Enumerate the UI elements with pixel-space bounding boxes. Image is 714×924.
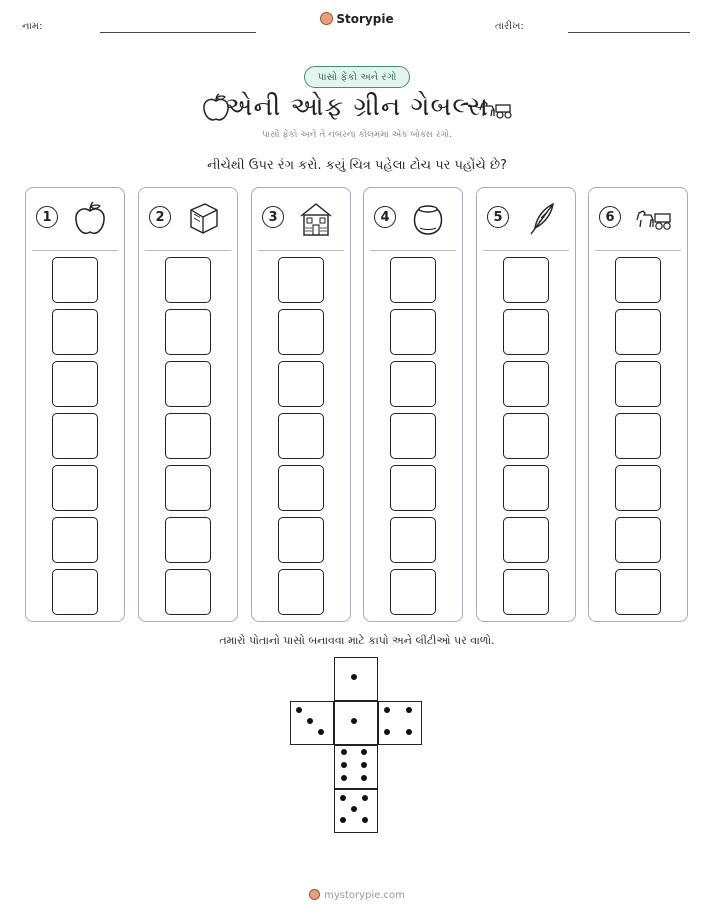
coloring-box[interactable]: [503, 465, 549, 511]
coloring-box[interactable]: [615, 413, 661, 459]
coloring-box[interactable]: [52, 413, 98, 459]
dice-pip: [362, 795, 368, 801]
coloring-box[interactable]: [165, 465, 211, 511]
dice-pip: [340, 795, 346, 801]
coloring-box[interactable]: [52, 257, 98, 303]
coloring-box[interactable]: [165, 517, 211, 563]
coloring-box[interactable]: [165, 257, 211, 303]
dice-column-6: [588, 187, 688, 622]
column-number: 2: [149, 206, 171, 228]
horse-carriage-icon: [478, 96, 514, 120]
dice-face-right: [378, 701, 422, 745]
horse-carriage-icon: [635, 200, 671, 238]
coloring-box[interactable]: [503, 361, 549, 407]
footer-url[interactable]: mystorypie.com: [324, 890, 405, 901]
dice-pip: [341, 749, 347, 755]
dice-column-1: [25, 187, 125, 622]
coloring-box[interactable]: [52, 517, 98, 563]
storypie-logo-icon: [320, 12, 333, 25]
dice-pip: [351, 806, 357, 812]
coloring-box[interactable]: [503, 257, 549, 303]
column-number: 4: [374, 206, 396, 228]
feather-quill-icon: [523, 200, 559, 238]
dice-pip: [406, 707, 412, 713]
coloring-box[interactable]: [390, 309, 436, 355]
dice-pip: [361, 775, 367, 781]
column-divider: [145, 250, 231, 251]
dice-column-5: [476, 187, 576, 622]
coloring-box[interactable]: [278, 361, 324, 407]
coloring-box[interactable]: [278, 465, 324, 511]
coloring-box[interactable]: [52, 361, 98, 407]
coloring-box[interactable]: [165, 413, 211, 459]
coloring-box[interactable]: [503, 309, 549, 355]
column-divider: [32, 250, 118, 251]
dice-pip: [340, 817, 346, 823]
coloring-box[interactable]: [615, 569, 661, 615]
dice-face-below: [334, 745, 378, 789]
dice-pip: [341, 762, 347, 768]
coloring-box[interactable]: [278, 569, 324, 615]
dice-pip: [351, 674, 357, 680]
dice-pip: [307, 718, 313, 724]
column-number: 6: [599, 206, 621, 228]
coloring-box[interactable]: [278, 517, 324, 563]
coloring-box[interactable]: [278, 257, 324, 303]
dice-face-left: [290, 701, 334, 745]
date-label: તારીખ:: [495, 21, 524, 32]
dice-face-center: [334, 701, 378, 745]
coloring-box[interactable]: [615, 309, 661, 355]
dice-pip: [296, 707, 302, 713]
activity-badge: પાસો ફેંકો અને રંગો: [304, 66, 410, 88]
dice-column-3: [251, 187, 351, 622]
dice-pip: [361, 762, 367, 768]
coloring-box[interactable]: [52, 309, 98, 355]
question-text: નીચેથી ઉપર રંગ કરો. કયું ચિત્ર પહેલા ટોચ પર પહોંચે છે?: [207, 158, 507, 173]
dice-face-bottom: [334, 789, 378, 833]
dice-face-top: [334, 657, 378, 701]
storypie-logo-icon: [309, 889, 320, 900]
brand-logo: [0, 12, 714, 26]
coloring-box[interactable]: [615, 465, 661, 511]
coloring-box[interactable]: [503, 413, 549, 459]
column-number: 5: [487, 206, 509, 228]
dice-pip: [384, 729, 390, 735]
coloring-box[interactable]: [52, 569, 98, 615]
coloring-box[interactable]: [165, 569, 211, 615]
date-line[interactable]: [568, 32, 690, 33]
name-line[interactable]: [100, 32, 256, 33]
dice-column-2: [138, 187, 238, 622]
page-title: એની ઓફ ગ્રીન ગેબલ્સ: [225, 92, 489, 122]
coloring-box[interactable]: [503, 517, 549, 563]
coloring-box[interactable]: [165, 309, 211, 355]
coloring-box[interactable]: [615, 257, 661, 303]
pot-icon: [410, 200, 446, 238]
column-number: 3: [262, 206, 284, 228]
coloring-box[interactable]: [390, 257, 436, 303]
coloring-box[interactable]: [52, 465, 98, 511]
subtitle: પાસો ફેંકો અને તે નંબરના કોલમમાં એક બોક્સ રંગો.: [261, 130, 453, 140]
column-divider: [258, 250, 344, 251]
column-number: 1: [36, 206, 58, 228]
coloring-box[interactable]: [390, 361, 436, 407]
dice-pip: [341, 775, 347, 781]
coloring-box[interactable]: [390, 517, 436, 563]
coloring-box[interactable]: [390, 413, 436, 459]
dice-pip: [318, 729, 324, 735]
coloring-box[interactable]: [278, 413, 324, 459]
dice-pip: [384, 707, 390, 713]
dice-pip: [362, 817, 368, 823]
dice-instruction: તમારો પોતાનો પાસો બનાવવા માટે કાપો અને લીટીઓ પર વાળો.: [219, 634, 495, 647]
footer: [0, 889, 714, 901]
coloring-box[interactable]: [503, 569, 549, 615]
dice-pip: [361, 749, 367, 755]
coloring-box[interactable]: [615, 517, 661, 563]
dice-pip: [406, 729, 412, 735]
coloring-box[interactable]: [278, 309, 324, 355]
name-label: નામ:: [22, 21, 43, 32]
column-divider: [370, 250, 456, 251]
brand-name: Storypie: [336, 12, 394, 26]
coloring-box[interactable]: [390, 465, 436, 511]
dice-column-4: [363, 187, 463, 622]
column-divider: [483, 250, 569, 251]
coloring-box[interactable]: [165, 361, 211, 407]
coloring-box[interactable]: [390, 569, 436, 615]
coloring-box[interactable]: [615, 361, 661, 407]
book-icon: [185, 200, 221, 238]
dice-pip: [351, 718, 357, 724]
house-icon: [298, 200, 334, 238]
apple-icon: [72, 200, 108, 238]
column-divider: [595, 250, 681, 251]
